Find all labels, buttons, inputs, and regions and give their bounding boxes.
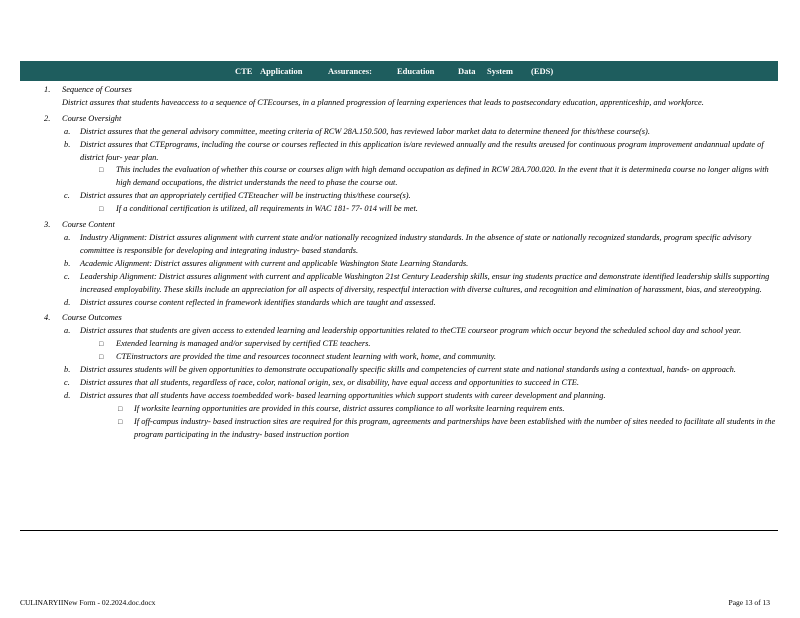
bullet-item xyxy=(20,164,778,190)
list-item xyxy=(20,232,778,258)
list-item xyxy=(20,390,778,403)
bullet-item xyxy=(20,203,778,216)
item-letter: d. xyxy=(64,390,71,400)
item-letter: c. xyxy=(64,377,70,387)
item-text: District assures that students are given access to extended learning and leadership opportunities related to theCTE courseor program which occur beyond the scheduled school day and school year. xyxy=(80,326,742,336)
list-item xyxy=(20,364,778,377)
header-word: Data xyxy=(458,66,476,76)
item-letter: a. xyxy=(64,326,71,336)
section-title: Sequence of Courses xyxy=(62,85,132,94)
item-letter: a. xyxy=(64,126,71,136)
bullet-text: This includes the evaluation of whether this course or courses align with high demand occupation as defined in RCW 28A.700.020. In the event that it is determineda course no longer aligns with high demand occupations, the district understands the need to phase the course out. xyxy=(116,165,769,188)
item-letter: a. xyxy=(64,232,71,242)
item-text: Academic Alignment: District assures alignment with current and applicable Washington State Learning Standards. xyxy=(80,258,469,268)
bullet-icon: □ xyxy=(99,205,104,214)
item-text: District assures that all students have access toembedded work- based learning opportunities which support students with career development and planning. xyxy=(80,390,606,400)
section-intro: District assures that students haveaccess to a sequence of CTEcourses, in a planned progression of learning experiences that leads to postsecondary education, apprenticeship, and workforce. xyxy=(62,97,704,107)
header-word: (EDS) xyxy=(531,66,554,76)
bullet-item xyxy=(20,403,778,416)
list-item xyxy=(20,139,778,165)
section-number: 2. xyxy=(44,113,51,123)
list-item xyxy=(20,325,778,338)
bullet-text: If worksite learning opportunities are provided in this course, district assures compliance to all worksite learning requirem ents. xyxy=(134,403,565,413)
bullet-item xyxy=(20,416,778,442)
item-text: District assures course content reflected in framework identifies standards which are taught and assessed. xyxy=(80,297,436,307)
bullet-icon: □ xyxy=(118,417,123,426)
list-item xyxy=(20,377,778,390)
footer-filename: CULINARYIINew Form - 02.2024.doc.docx xyxy=(20,598,156,607)
header-word: Application xyxy=(260,66,303,76)
item-letter: b. xyxy=(64,365,71,375)
item-letter: c. xyxy=(64,191,70,201)
bullet-text: If a conditional certification is utilized, all requirements in WAC 181- 77- 014 will be met. xyxy=(116,204,418,214)
item-text: Leadership Alignment: District assures alignment with current and applicable Washington 21st Century Leadership skills, ensur ing students practice and demonstrate identified leadership skills supporting increased employability. These skills include an appreciation for all aspects of diversity, respectful interaction with diverse cultures, and recognition and elimination of harassment, bias, and stereotyping. xyxy=(80,271,770,294)
item-text: District assures that CTEprograms, including the course or courses reflected in this application is/are reviewed annually and the results areused for continuous program improvement andannual update of district four- year plan. xyxy=(80,139,764,162)
header-word: System xyxy=(487,66,513,76)
bullet-item xyxy=(20,338,778,351)
header-word: Education xyxy=(397,66,435,76)
item-letter: c. xyxy=(64,271,70,281)
item-letter: b. xyxy=(64,139,71,149)
list-item xyxy=(20,297,778,310)
list-item xyxy=(20,271,778,297)
bullet-icon: □ xyxy=(99,340,104,349)
bullet-icon: □ xyxy=(99,166,104,175)
list-item xyxy=(20,190,778,203)
section-3 xyxy=(20,219,778,232)
bullet-text: If off-campus industry- based instruction sites are required for this program, agreements and partnerships have been established with the number of sites needed to facilitate all students in the program participating in the industry- based instruction portion xyxy=(134,416,776,439)
bullet-text: CTEinstructors are provided the time and resources toconnect student learning with work, home, and community. xyxy=(116,352,497,362)
item-letter: b. xyxy=(64,258,71,268)
section-4 xyxy=(20,312,778,325)
item-text: District assures that all students, regardless of race, color, national origin, sex, or disability, have equal access and opportunities to succeed in CTE. xyxy=(80,377,579,387)
section-divider xyxy=(20,530,778,531)
section-title: Course Oversight xyxy=(62,113,122,123)
list-item xyxy=(20,126,778,139)
bullet-icon: □ xyxy=(118,404,123,413)
section-title: Course Content xyxy=(62,220,115,230)
header-word: Assurances: xyxy=(328,66,372,76)
item-letter: d. xyxy=(64,297,71,307)
item-text: Industry Alignment: District assures alignment with current state and/or nationally recognized industry standards. In the absence of state or nationally recognized standards, program specific advisory committee is responsible for developing and integrating industry- based standards. xyxy=(80,232,752,255)
section-number: 3. xyxy=(44,220,51,230)
item-text: District assures that the general advisory committee, meeting criteria of RCW 28A.150.500, has reviewed labor market data to determine theneed for this/these course(s). xyxy=(80,126,650,136)
bullet-item xyxy=(20,351,778,364)
section-2 xyxy=(20,113,778,126)
document-header-bar xyxy=(20,61,778,81)
assurances-body xyxy=(20,84,778,441)
footer-page-number: Page 13 of 13 xyxy=(728,598,770,607)
list-item xyxy=(20,258,778,271)
section-number: 1. xyxy=(44,85,51,94)
section-number: 4. xyxy=(44,313,51,323)
item-text: District assures that an appropriately certified CTEteacher will be instructing this/these course(s). xyxy=(80,191,411,201)
bullet-icon: □ xyxy=(99,353,104,362)
item-text: District assures students will be given opportunities to demonstrate occupationally specific skills and competencies of current state and national standards using a contextual, hands- on approach. xyxy=(80,365,736,375)
section-1 xyxy=(20,84,778,110)
bullet-text: Extended learning is managed and/or supervised by certified CTE teachers. xyxy=(116,339,371,349)
section-title: Course Outcomes xyxy=(62,313,122,323)
header-word: CTE xyxy=(235,66,253,76)
